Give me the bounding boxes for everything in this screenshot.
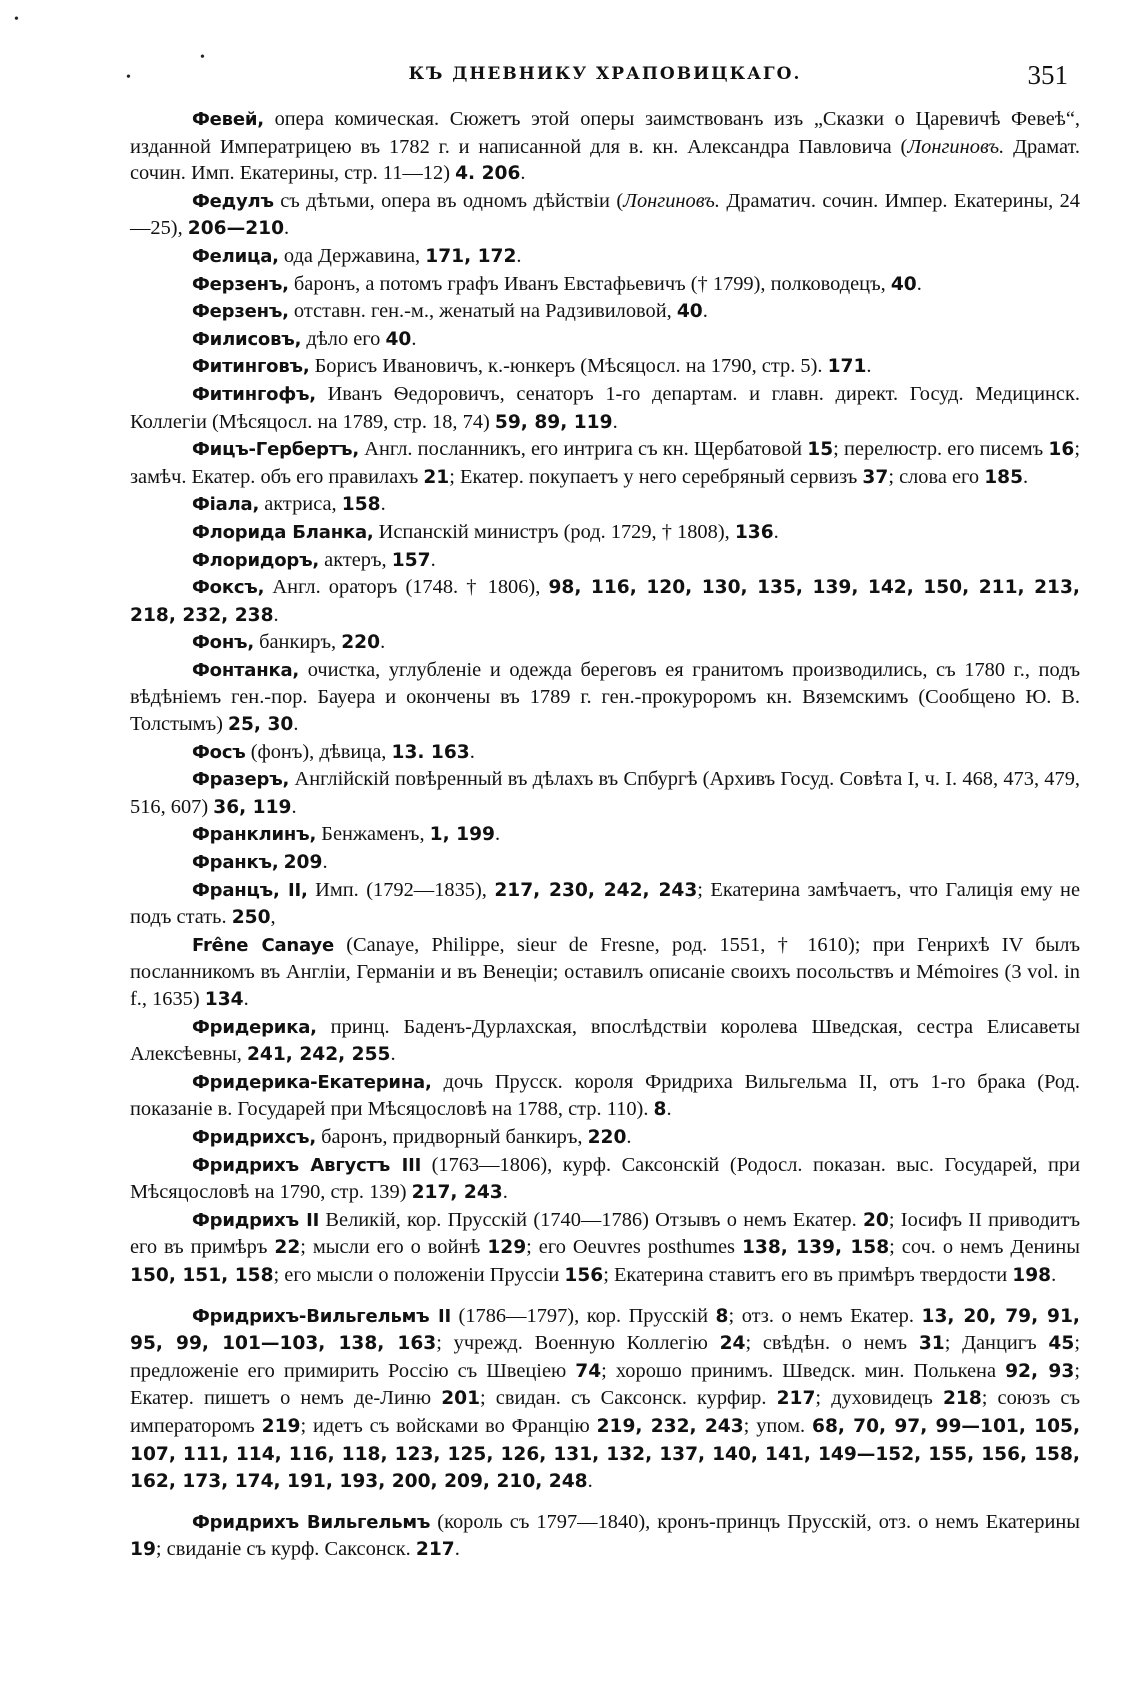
entry-text: (король съ 1797—1840), кронъ-принцъ Прусскій, отз. о немъ Екатерины 19; свиданіе съ курф. Саксонск. 217. xyxy=(130,1510,1081,1561)
scan-mark: • xyxy=(126,70,131,85)
entry-headword: Фридерика, xyxy=(192,1016,317,1038)
index-entry xyxy=(130,271,1080,299)
entry-text: (Canaye, Philippe, sieur de Fresne, род. 1551, † 1610); при Генрихѣ IV былъ посланникомъ въ Англіи, Германіи и въ Венеціи; оставилъ описаніе своихъ посольствъ и Mémoires (3 vol. in f., 1635) 134. xyxy=(130,933,1080,1010)
entry-text: актриса, 158. xyxy=(259,493,386,516)
entry-text: дочь Прусск. короля Фридриха Вильгельма II, отъ 1-го брака (Род. показаніе в. Государей при Мѣсяцословѣ на 1788, стр. 110). 8. xyxy=(130,1070,1080,1121)
entry-text: 209. xyxy=(283,851,328,874)
entry-headword: Филисовъ, xyxy=(192,328,302,350)
index-entry xyxy=(130,1152,1080,1207)
index-entry xyxy=(130,1509,1080,1564)
index-entry xyxy=(130,353,1080,381)
entry-headword: Фонтанка, xyxy=(192,659,300,681)
index-entry xyxy=(130,574,1080,629)
index-entry xyxy=(130,1124,1080,1152)
entry-text: съ дѣтьми, опера въ одномъ дѣйствіи (Лонгиновъ. Драматич. сочин. Импер. Екатерины, 24—25), 206—210. xyxy=(130,189,1080,240)
entry-text: актеръ, 157. xyxy=(319,548,436,571)
index-entry xyxy=(130,766,1080,821)
entry-headword: Фридерика-Екатерина, xyxy=(192,1071,432,1093)
entry-headword: Франкъ, xyxy=(192,852,279,874)
index-entry xyxy=(130,381,1080,436)
index-entries xyxy=(130,106,1080,1564)
entry-text: принц. Баденъ-Дурлахская, впослѣдствіи королева Шведская, сестра Елисаветы Алексѣевны, 241, 242, 255. xyxy=(130,1015,1080,1066)
entry-text: баронъ, придворный банкиръ, 220. xyxy=(316,1125,632,1148)
entry-text: Иванъ Ѳедоровичъ, сенаторъ 1-го департам. и главн. директ. Госуд. Медицинск. Коллегіи (Мѣсяцосл. на 1789, стр. 18, 74) 59, 89, 119. xyxy=(130,382,1080,433)
entry-headword: Frêne Canaye xyxy=(192,934,334,956)
entry-headword: Фоксъ, xyxy=(192,577,265,599)
entry-headword: Фосъ xyxy=(192,741,246,763)
entry-text: Англ. посланникъ, его интрига съ кн. Щербатовой 15; перелюстр. его писемъ 16; замѣч. Екатер. объ его правилахъ 21; Екатер. покупаетъ у него серебряный сервизъ 37; слова его 185. xyxy=(130,438,1080,488)
entry-headword: Фонъ, xyxy=(192,632,255,654)
entry-text: (фонъ), дѣвица, 13. 163. xyxy=(245,740,475,763)
entry-headword: Флорида Бланка, xyxy=(192,521,374,543)
entry-headword: Фитинговъ, xyxy=(192,356,310,378)
entry-text: Испанскій министръ (род. 1729, † 1808), 136. xyxy=(373,520,779,543)
entry-text: отставн. ген.-м., женатый на Радзивиловой, 40. xyxy=(288,300,708,323)
index-entry xyxy=(130,629,1080,657)
entry-text: (1786—1797), кор. Прусскій 8; отз. о немъ Екатер. 13, 20, 79, 91, 95, 99, 101—103, 138, 163; учрежд. Военную Коллегію 24; свѣдѣн. о немъ 31; Данцигъ 45; предложеніе его примирить Россію съ Швеціею 74; хорошо принимъ. Шведск. мин. Полькена 92, 93; Екатер. пишетъ о немъ де-Линю 201; свидан. съ Саксонск. курфир. 217; духовидецъ 218; союзъ съ императоромъ 219; идетъ съ войсками во Францію 219, 232, 243; упом. 68, 70, 97, 99—101, 105, 107, 111, 114, 116, 118, 123, 125, 126, 131, 132, 137, 140, 141, 149—152, 155, 156, 158, 162, 173, 174, 191, 193, 200, 209, 210, 248. xyxy=(130,1304,1081,1493)
scan-mark: • xyxy=(200,50,205,65)
index-entry xyxy=(130,1014,1080,1069)
entry-headword: Ферзенъ, xyxy=(192,301,289,323)
entry-headword: Фицъ-Гербертъ, xyxy=(192,439,360,461)
entry-text: опера комическая. Сюжетъ этой оперы заимствованъ изъ „Сказки о Царевичѣ Февеѣ“, изданной Императрицею въ 1782 г. и написанной для в. кн. Александра Павловича (Лонгиновъ. Драмат. сочин. Имп. Екатерины, стр. 11—12) 4. 206. xyxy=(130,108,1080,185)
page-number: 351 xyxy=(1027,60,1068,90)
entry-headword: Флоридоръ, xyxy=(192,549,320,571)
entry-text: Великій, кор. Прусскій (1740—1786) Отзывъ о немъ Екатер. 20; Іосифъ II приводитъ его въ примѣръ 22; мысли его о войнѣ 129; его Oeuvres posthumes 138, 139, 158; соч. о немъ Денины 150, 151, 158; его мысли о положеніи Пруссіи 156; Екатерина ставитъ его въ примѣръ твердости 198. xyxy=(130,1208,1081,1286)
index-entry xyxy=(130,1069,1080,1124)
entry-text: Англійскій повѣренный въ дѣлахъ въ Спбургѣ (Архивъ Госуд. Совѣта I, ч. I. 468, 473, 479, 516, 607) 36, 119. xyxy=(130,768,1080,818)
index-entry xyxy=(130,298,1080,326)
entry-headword: Фитингофъ, xyxy=(192,383,316,405)
entry-text: Бенжаменъ, 1, 199. xyxy=(316,823,501,846)
index-entry xyxy=(130,491,1080,519)
index-entry xyxy=(130,821,1080,849)
entry-headword: Фридрихсъ, xyxy=(192,1126,317,1148)
index-entry xyxy=(130,1207,1080,1290)
entry-headword: Фридрихъ Вильгельмъ xyxy=(192,1511,431,1533)
entry-headword: Фразеръ, xyxy=(192,769,290,791)
running-title: КЪ ДНЕВНИКУ ХРАПОВИЦКАГО. xyxy=(408,64,802,84)
entry-headword: Фелица, xyxy=(192,245,279,267)
entry-headword: Фридрихъ II xyxy=(192,1209,320,1231)
index-entry xyxy=(130,877,1080,932)
entry-text: очистка, углубленіе и одежда береговъ ея гранитомъ производились, съ 1780 г., подъ вѣдѣніемъ ген.-пор. Бауера и окончены въ 1789 г. ген.-прокуроромъ кн. Вяземскимъ (Сообщено Ю. В. Толстымъ) 25, 30. xyxy=(130,658,1080,736)
index-entry xyxy=(130,106,1080,188)
index-entry xyxy=(130,519,1080,547)
entry-text: Англ. ораторъ (1748. † 1806), 98, 116, 120, 130, 135, 139, 142, 150, 211, 213, 218, 232, 238. xyxy=(130,576,1080,626)
index-entry xyxy=(130,436,1080,491)
index-entry xyxy=(130,243,1080,271)
entry-text: (1763—1806), курф. Саксонскій (Родосл. показан. выс. Государей, при Мѣсяцословѣ на 1790, стр. 139) 217, 243. xyxy=(130,1153,1080,1204)
index-entry xyxy=(130,849,1080,877)
index-entry xyxy=(130,188,1080,243)
entry-headword: Фіала, xyxy=(192,494,260,516)
page-header xyxy=(130,60,1080,92)
entry-headword: Франклинъ, xyxy=(192,824,317,846)
index-entry xyxy=(130,1303,1080,1496)
index-entry xyxy=(130,932,1080,1014)
entry-headword: Францъ, II, xyxy=(192,879,308,901)
entry-headword: Ферзенъ, xyxy=(192,273,289,295)
entry-text: банкиръ, 220. xyxy=(254,631,386,654)
entry-headword: Фридрихъ Августъ III xyxy=(192,1154,422,1176)
entry-text: Борисъ Ивановичъ, к.-юнкеръ (Мѣсяцосл. на 1790, стр. 5). 171. xyxy=(309,355,872,378)
entry-headword: Фридрихъ-Вильгельмъ II xyxy=(192,1305,451,1327)
index-entry xyxy=(130,547,1080,575)
entry-text: баронъ, а потомъ графъ Иванъ Евстафьевичъ († 1799), полководецъ, 40. xyxy=(288,272,922,295)
entry-text: Имп. (1792—1835), 217, 230, 242, 243; Екатерина замѣчаетъ, что Галиція ему не подъ стать. 250, xyxy=(130,878,1080,929)
entry-headword: Федулъ xyxy=(192,190,274,212)
entry-headword: Февей, xyxy=(192,109,264,130)
index-entry xyxy=(130,326,1080,354)
index-entry xyxy=(130,657,1080,739)
entry-text: ода Державина, 171, 172. xyxy=(278,244,522,267)
scan-mark: • xyxy=(14,12,19,27)
index-entry xyxy=(130,739,1080,767)
entry-text: дѣло его 40. xyxy=(301,327,417,350)
